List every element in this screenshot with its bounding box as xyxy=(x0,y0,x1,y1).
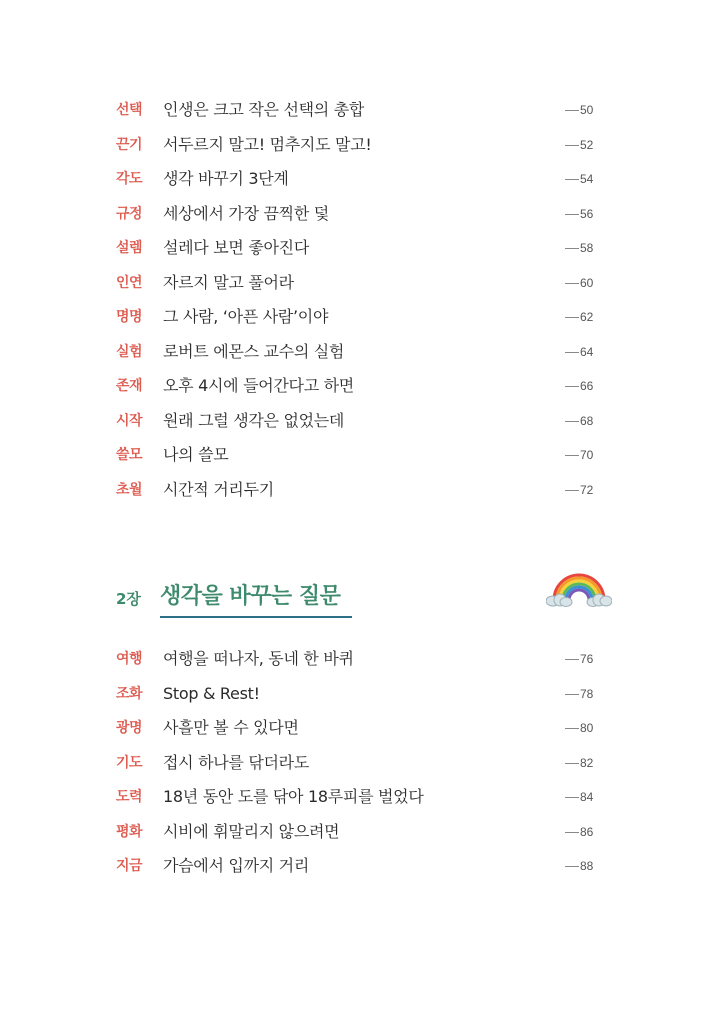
entry-title: 가슴에서 입까지 거리 xyxy=(163,856,309,875)
toc-entry[interactable] xyxy=(0,642,708,676)
entry-keyword: 시작 xyxy=(116,412,143,429)
entry-page-number: 88 xyxy=(580,859,594,873)
entry-keyword: 도력 xyxy=(116,789,143,805)
toc-entry[interactable] xyxy=(0,93,708,127)
toc-entry[interactable] xyxy=(0,746,708,780)
chapter-number: 2장 xyxy=(116,590,141,608)
entry-keyword: 규정 xyxy=(116,205,143,222)
toc-entry[interactable] xyxy=(0,677,708,711)
toc-entry[interactable] xyxy=(0,335,708,369)
leader-dash xyxy=(565,659,579,660)
leader-dash xyxy=(565,763,579,764)
leader-dash xyxy=(565,455,579,456)
toc-entry[interactable] xyxy=(0,438,708,472)
entry-page-number: 56 xyxy=(580,206,594,221)
toc-entry[interactable] xyxy=(0,815,708,849)
toc-entry[interactable] xyxy=(0,162,708,196)
leader-dash xyxy=(565,832,579,833)
chapter-underline xyxy=(160,616,352,618)
leader-dash xyxy=(565,283,579,284)
entry-page-number: 76 xyxy=(580,652,594,666)
entry-page-number: 66 xyxy=(580,379,594,393)
entry-keyword: 존재 xyxy=(116,378,143,394)
leader-dash xyxy=(565,490,579,491)
entry-title: 인생은 크고 작은 선택의 총합 xyxy=(163,100,365,119)
entry-page-number: 80 xyxy=(580,721,594,735)
entry-title: 로버트 에몬스 교수의 실험 xyxy=(163,341,345,361)
toc-entry[interactable] xyxy=(0,231,708,265)
entry-title: 접시 하나를 닦더라도 xyxy=(163,752,309,772)
entry-title: Stop & Rest! xyxy=(163,683,260,703)
entry-page-number: 64 xyxy=(580,344,594,359)
entry-title: 시비에 휘말리지 않으려면 xyxy=(163,821,340,841)
entry-page-number: 50 xyxy=(580,103,594,117)
entry-title: 시간적 거리두기 xyxy=(163,479,274,499)
entry-title: 그 사람, ‘아픈 사람’이야 xyxy=(163,307,329,326)
entry-page-number: 54 xyxy=(580,172,594,186)
rainbow-cloud-icon xyxy=(546,570,612,610)
entry-page-number: 60 xyxy=(580,275,594,290)
entry-keyword: 조화 xyxy=(116,685,143,702)
entry-page-number: 58 xyxy=(580,241,594,255)
entry-page-number: 84 xyxy=(580,790,594,804)
entry-keyword: 쓸모 xyxy=(116,447,143,463)
entry-title: 서두르지 말고! 멈추지도 말고! xyxy=(163,134,372,154)
toc-entry[interactable] xyxy=(0,473,708,507)
toc-entry[interactable] xyxy=(0,711,708,745)
entry-keyword: 각도 xyxy=(116,171,143,187)
entry-keyword: 설렘 xyxy=(116,240,143,256)
toc-entry[interactable] xyxy=(0,128,708,162)
entry-keyword: 선택 xyxy=(116,102,143,118)
entry-keyword: 인연 xyxy=(116,274,143,291)
entry-keyword: 평화 xyxy=(116,823,143,840)
entry-keyword: 광명 xyxy=(116,720,143,736)
entry-title: 오후 4시에 들어간다고 하면 xyxy=(163,376,354,395)
entry-title: 생각 바꾸기 3단계 xyxy=(163,169,289,188)
entry-keyword: 실험 xyxy=(116,343,143,360)
leader-dash xyxy=(565,317,579,318)
toc-entry[interactable] xyxy=(0,266,708,300)
entry-page-number: 82 xyxy=(580,755,594,770)
entry-keyword: 초월 xyxy=(116,481,143,498)
entry-title: 나의 쓸모 xyxy=(163,445,229,464)
toc-entry[interactable] xyxy=(0,300,708,334)
toc-entry[interactable] xyxy=(0,197,708,231)
leader-dash xyxy=(565,110,579,111)
entry-title: 자르지 말고 풀어라 xyxy=(163,272,294,292)
entry-keyword: 여행 xyxy=(116,651,143,667)
leader-dash xyxy=(565,866,579,867)
leader-dash xyxy=(565,179,579,180)
entry-keyword: 지금 xyxy=(116,858,143,874)
entry-keyword: 기도 xyxy=(116,754,143,771)
leader-dash xyxy=(565,352,579,353)
entry-page-number: 62 xyxy=(580,310,594,324)
entry-title: 여행을 떠나자, 동네 한 바퀴 xyxy=(163,649,354,668)
entry-title: 설레다 보면 좋아진다 xyxy=(163,238,309,257)
toc-entry[interactable] xyxy=(0,404,708,438)
leader-dash xyxy=(565,728,579,729)
leader-dash xyxy=(565,145,579,146)
entry-title: 18년 동안 도를 닦아 18루피를 벌었다 xyxy=(163,787,424,806)
toc-entry[interactable] xyxy=(0,780,708,814)
toc-entry[interactable] xyxy=(0,849,708,883)
entry-page-number: 72 xyxy=(580,482,594,497)
entry-title: 원래 그럴 생각은 없었는데 xyxy=(163,410,345,430)
entry-page-number: 70 xyxy=(580,448,594,462)
entry-keyword: 끈기 xyxy=(116,136,143,153)
leader-dash xyxy=(565,386,579,387)
entry-keyword: 명명 xyxy=(116,309,143,325)
toc-entry[interactable] xyxy=(0,369,708,403)
leader-dash xyxy=(565,421,579,422)
leader-dash xyxy=(565,694,579,695)
entry-title: 세상에서 가장 끔찍한 덫 xyxy=(163,203,329,223)
entry-page-number: 78 xyxy=(580,686,594,701)
leader-dash xyxy=(565,248,579,249)
leader-dash xyxy=(565,797,579,798)
entry-page-number: 86 xyxy=(580,824,594,839)
entry-page-number: 52 xyxy=(580,137,594,152)
entry-page-number: 68 xyxy=(580,413,594,428)
entry-title: 사흘만 볼 수 있다면 xyxy=(163,718,299,737)
leader-dash xyxy=(565,214,579,215)
chapter-title: 생각을 바꾸는 질문 xyxy=(160,584,341,609)
